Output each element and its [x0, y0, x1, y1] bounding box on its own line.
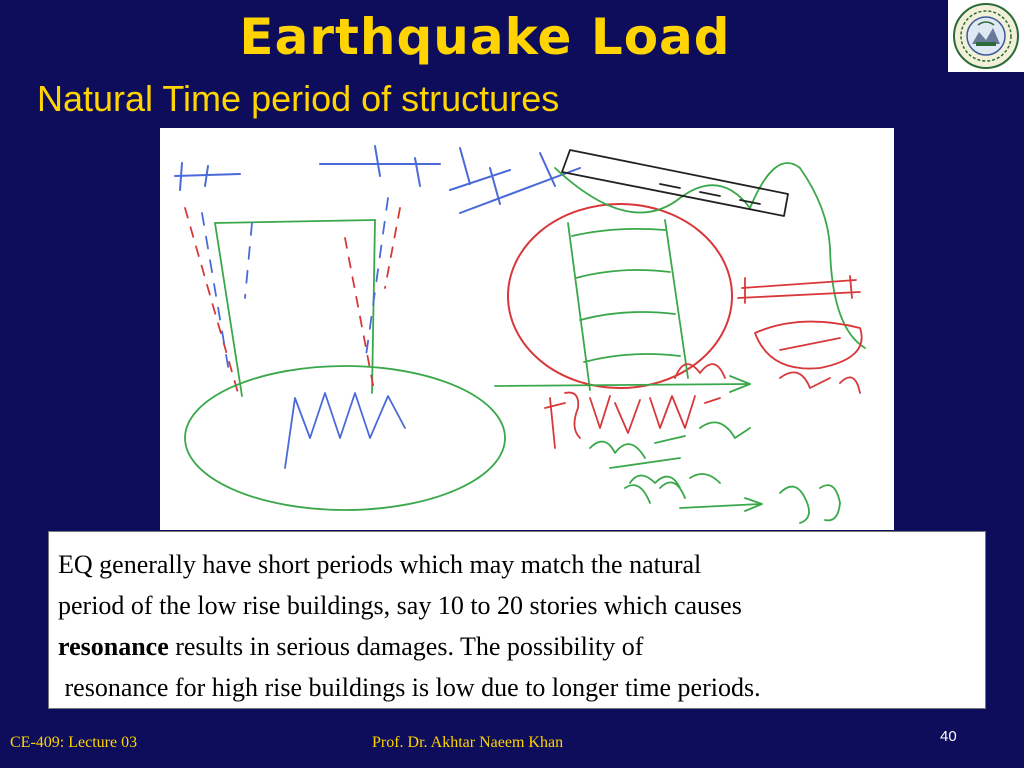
slide-subtitle: Natural Time period of structures	[37, 78, 560, 119]
right-red-circle	[508, 204, 732, 388]
top-blue-marks	[175, 146, 580, 213]
resonance-term: resonance	[58, 632, 169, 661]
ladder-building	[568, 220, 688, 390]
explanation-textbox	[48, 531, 986, 709]
ground-wave	[285, 393, 405, 468]
handwritten-sketch	[160, 128, 894, 530]
left-blue-lines	[202, 198, 388, 378]
body-line-3	[58, 626, 975, 667]
body-line-1: EQ generally have short periods which may match the natural	[58, 550, 702, 579]
body-line-2: period of the low rise buildings, say 10 to 20 stories which causes	[58, 591, 742, 620]
slide-title: Earthquake Load	[239, 8, 731, 66]
footer-course: CE-409: Lecture 03	[10, 734, 138, 751]
page-number: 40	[940, 728, 957, 745]
baseline-arrow	[495, 376, 750, 392]
university-seal-icon	[948, 0, 1024, 72]
body-line-4: resonance for high rise buildings is low due to longer time periods.	[58, 673, 761, 702]
body-line-3-rest: results in serious damages. The possibility of	[168, 632, 644, 661]
left-ground-oval	[185, 366, 505, 510]
handwriting-scribbles	[545, 364, 860, 523]
footer-author: Prof. Dr. Akhtar Naeem Khan	[372, 734, 564, 751]
green-sine-wave	[555, 163, 865, 348]
